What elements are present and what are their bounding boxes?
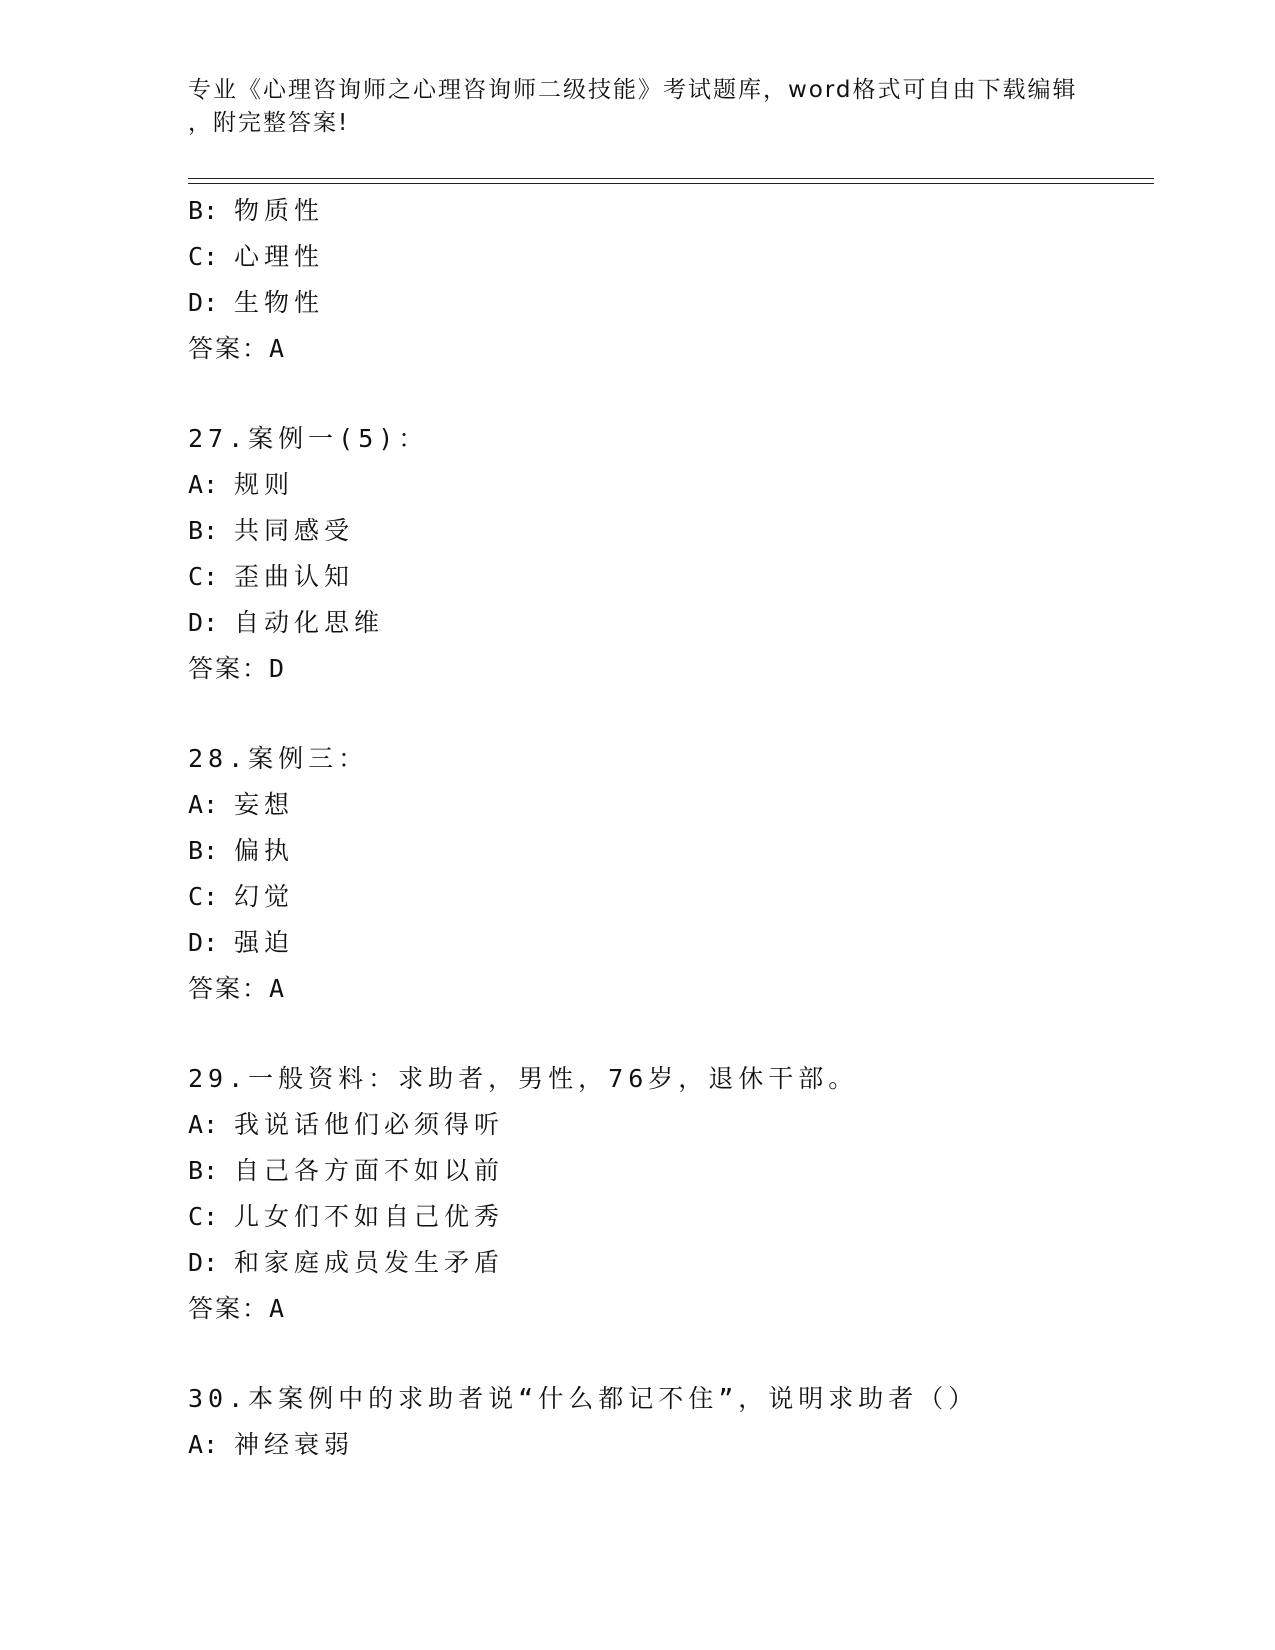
option-letter: A: — [188, 1430, 219, 1459]
option-row — [188, 554, 1148, 600]
answer-line — [188, 966, 1148, 1012]
option-letter: B: — [188, 1156, 219, 1185]
question-block — [188, 1376, 1148, 1468]
option-text: 幻觉 — [234, 882, 295, 911]
option-row — [188, 462, 1148, 508]
answer-value: A — [269, 1294, 285, 1323]
answer-label: 答案： — [188, 1294, 270, 1323]
option-row — [188, 782, 1148, 828]
answer-label: 答案： — [188, 334, 270, 363]
option-text: 物质性 — [234, 196, 325, 225]
question-text: 27.案例一(5)： — [188, 424, 429, 453]
header-divider-top — [188, 178, 1154, 179]
answer-value: A — [269, 334, 285, 363]
option-text: 共同感受 — [234, 516, 355, 545]
option-letter: C: — [188, 882, 219, 911]
option-text: 儿女们不如自己优秀 — [234, 1202, 505, 1231]
option-text: 我说话他们必须得听 — [234, 1110, 505, 1139]
question-block — [188, 416, 1148, 692]
option-text: 偏执 — [234, 836, 295, 865]
question-text: 29.一般资料：求助者，男性，76岁，退休干部。 — [188, 1064, 859, 1093]
answer-line — [188, 646, 1148, 692]
option-letter: C: — [188, 242, 219, 271]
option-row — [188, 874, 1148, 920]
option-row — [188, 1194, 1148, 1240]
option-letter: D: — [188, 1248, 219, 1277]
option-text: 自己各方面不如以前 — [234, 1156, 505, 1185]
question-block — [188, 188, 1148, 372]
option-text: 强迫 — [234, 928, 295, 957]
option-text: 生物性 — [234, 288, 325, 317]
option-row — [188, 828, 1148, 874]
question-list — [188, 188, 1148, 1468]
block-spacer — [188, 692, 1148, 736]
answer-line — [188, 326, 1148, 372]
question-block — [188, 736, 1148, 1012]
option-letter: B: — [188, 836, 219, 865]
option-letter: B: — [188, 516, 219, 545]
option-letter: C: — [188, 562, 219, 591]
block-spacer — [188, 1332, 1148, 1376]
question-text: 30.本案例中的求助者说“什么都记不住”，说明求助者（） — [188, 1384, 979, 1413]
option-letter: C: — [188, 1202, 219, 1231]
option-row — [188, 600, 1148, 646]
answer-value: D — [269, 654, 285, 683]
option-row — [188, 1240, 1148, 1286]
document-header — [188, 74, 1088, 140]
option-letter: D: — [188, 928, 219, 957]
question-block — [188, 1056, 1148, 1332]
option-text: 妄想 — [234, 790, 295, 819]
header-title-line-2: ，附完整答案! — [188, 110, 350, 136]
option-row — [188, 920, 1148, 966]
option-text: 心理性 — [234, 242, 325, 271]
option-row — [188, 1422, 1148, 1468]
option-letter: D: — [188, 288, 219, 317]
option-row — [188, 1148, 1148, 1194]
option-text: 自动化思维 — [234, 608, 385, 637]
option-text: 规则 — [234, 470, 295, 499]
option-text: 歪曲认知 — [234, 562, 355, 591]
option-text: 神经衰弱 — [234, 1430, 355, 1459]
answer-value: A — [269, 974, 285, 1003]
option-text: 和家庭成员发生矛盾 — [234, 1248, 505, 1277]
answer-label: 答案： — [188, 974, 270, 1003]
option-letter: B: — [188, 196, 219, 225]
option-row — [188, 280, 1148, 326]
option-letter: A: — [188, 470, 219, 499]
option-letter: D: — [188, 608, 219, 637]
question-text: 28.案例三： — [188, 744, 369, 773]
option-row — [188, 1102, 1148, 1148]
header-title-line-1: 专业《心理咨询师之心理咨询师二级技能》考试题库，word格式可自由下载编辑 — [188, 77, 1078, 103]
option-row — [188, 234, 1148, 280]
header-divider-bottom — [188, 183, 1154, 184]
option-row — [188, 508, 1148, 554]
answer-label: 答案： — [188, 654, 270, 683]
answer-line — [188, 1286, 1148, 1332]
option-letter: A: — [188, 790, 219, 819]
option-letter: A: — [188, 1110, 219, 1139]
block-spacer — [188, 1012, 1148, 1056]
option-row — [188, 188, 1148, 234]
block-spacer — [188, 372, 1148, 416]
